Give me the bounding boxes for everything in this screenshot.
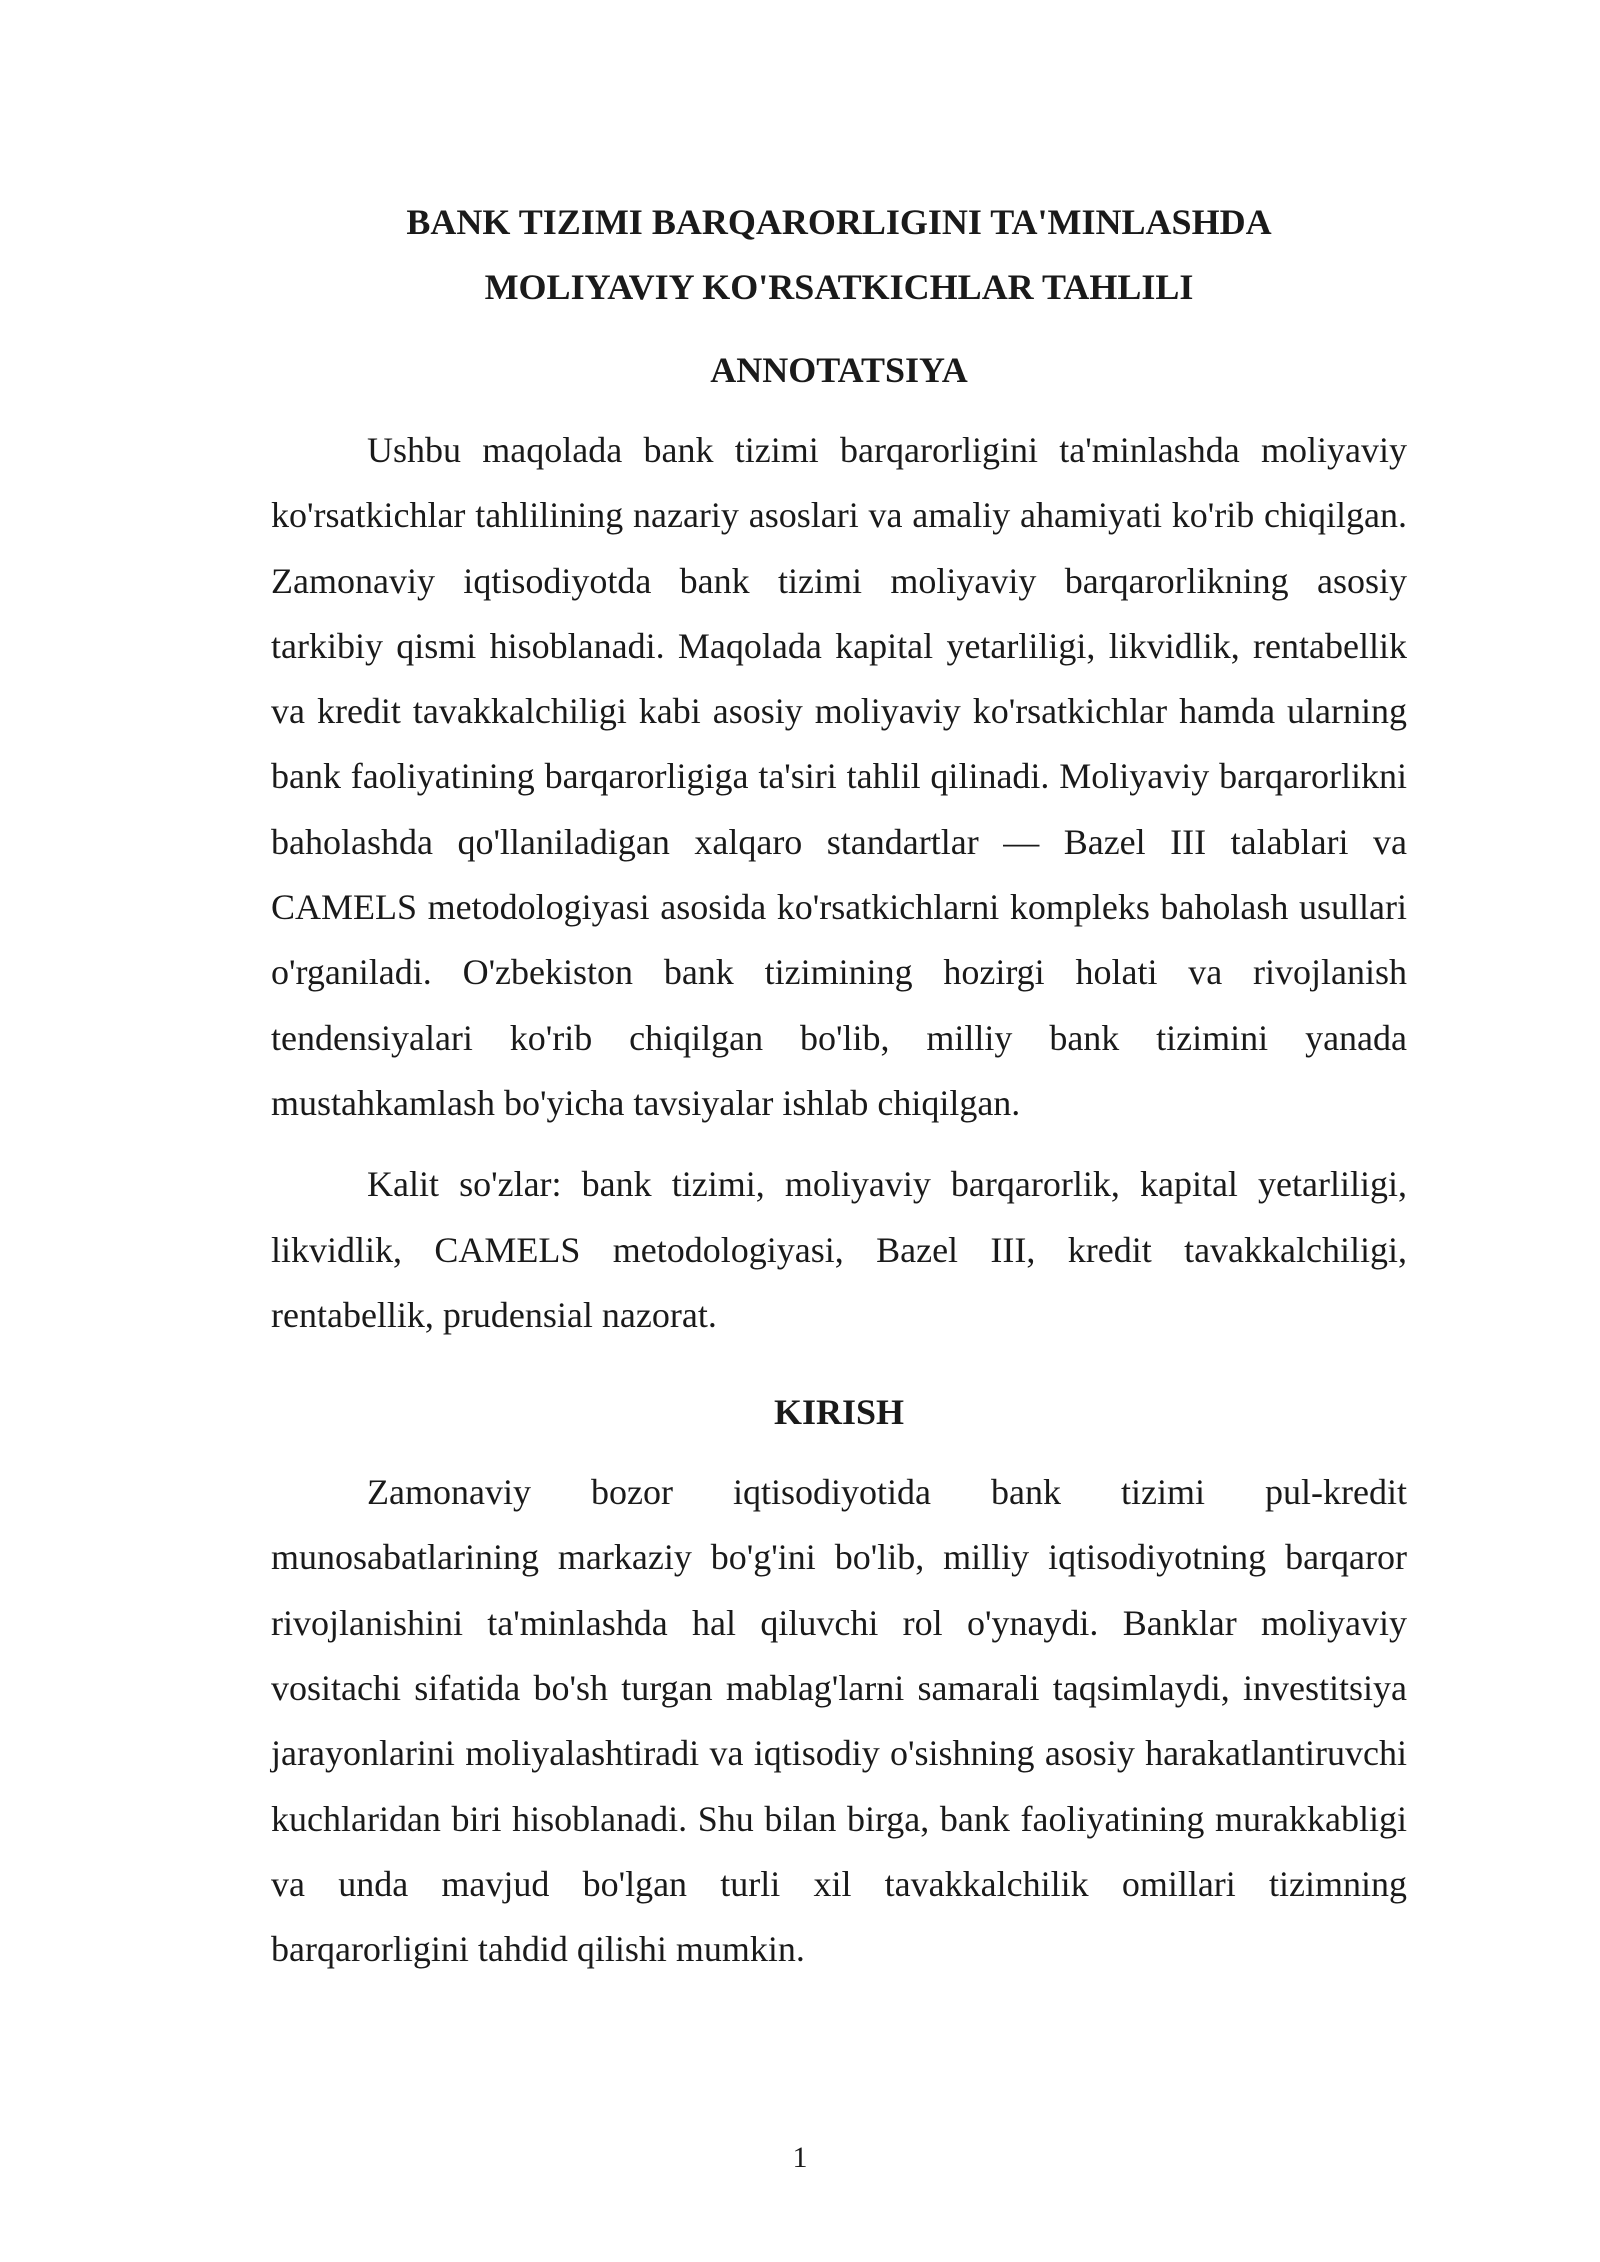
keywords-paragraph: Kalit so'zlar: bank tizimi, moliyaviy barqarorlik, kapital yetarliligi, likvidlik, CAMELS metodologiyasi, Bazel III, kredit tavakkalchiligi, rentabellik, prudensial nazorat. xyxy=(271,1164,1407,1335)
intro-heading: KIRISH xyxy=(773,1392,905,1433)
annotation-heading: ANNOTATSIYA xyxy=(710,350,968,390)
title-line-2: MOLIYAVIY KO'RSATKICHLAR TAHLILI xyxy=(484,267,1194,307)
annotation-paragraph: Ushbu maqolada bank tizimi barqarorligini ta'minlashda moliyaviy ko'rsatkichlar tahlilining nazariy asoslari va amaliy ahamiyati ko'rib chiqilgan. Zamonaviy iqtisodiyotda bank tizimi moliyaviy barqarorlikning asosiy tarkibiy qismi hisoblanadi. Maqolada kapital yetarliligi, likvidlik, rentabellik va kredit tavakkalchiligi kabi asosiy moliyaviy ko'rsatkichlar hamda ularning bank faoliyatining barqarorligiga ta'siri tahlil qilinadi. Moliyaviy barqarorlikni baholashda qo'llaniladigan xalqaro standartlar — Bazel III talablari va CAMELS metodologiyasi asosida ko'rsatkichlarni kompleks baholash usullari o'rganiladi. O'zbekiston bank tizimining hozirgi holati va rivojlanish tendensiyalari ko'rib chiqilgan bo'lib, milliy bank tizimini yanada mustahkamlash bo'yicha tavsiyalar ishlab chiqilgan. xyxy=(271,430,1407,1123)
title-line-1: BANK TIZIMI BARQARORLIGINI TA'MINLASHDA xyxy=(406,202,1272,242)
document-body xyxy=(271,190,1407,1983)
intro-paragraph: Zamonaviy bozor iqtisodiyotida bank tizimi pul-kredit munosabatlarining markaziy bo'g'ini bo'lib, milliy iqtisodiyotning barqaror rivojlanishini ta'minlashda hal qiluvchi rol o'ynaydi. Banklar moliyaviy vositachi sifatida bo'sh turgan mablag'larni samarali taqsimlaydi, investitsiya jarayonlarini moliyalashtiradi va iqtisodiy o'sishning asosiy harakatlantiruvchi kuchlaridan biri hisoblanadi. Shu bilan birga, bank faoliyatining murakkabligi va unda mavjud bo'lgan turli xil tavakkalchilik omillari tizimning barqarorligini tahdid qilishi mumkin. xyxy=(271,1472,1407,1970)
page-number: 1 xyxy=(792,2141,808,2174)
